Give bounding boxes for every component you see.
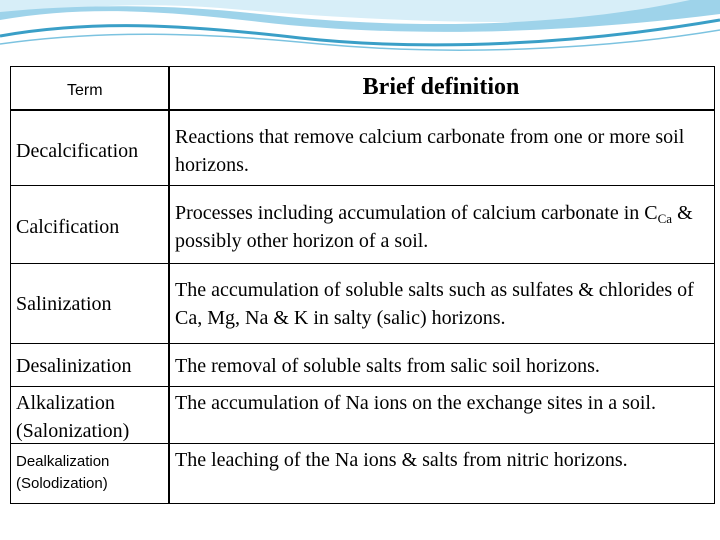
row-divider [11, 343, 714, 344]
definition-salinization: The accumulation of soluble salts such as sulfates & chlorides of Ca, Mg, Na & K in salty (salic) horizons. [175, 279, 694, 329]
term-salinization: Salinization [16, 293, 112, 315]
definition-decalcification: Reactions that remove calcium carbonate from one or more soil horizons. [175, 126, 685, 176]
term-dealkalization: Dealkalization (Solodization) [16, 453, 110, 492]
definitions-table [10, 66, 715, 504]
row-divider [11, 185, 714, 186]
header-wave-decoration [0, 0, 720, 60]
term-decalcification: Decalcification [16, 140, 139, 162]
term-alkalization: Alkalization (Salonization) [16, 392, 130, 442]
column-divider [168, 67, 170, 503]
definition-calcification [175, 199, 715, 255]
horizon-subscript: Ca [657, 211, 673, 226]
definition-desalinization: The removal of soluble salts from salic soil horizons. [175, 355, 600, 377]
row-divider [11, 109, 714, 111]
term-calcification: Calcification [16, 216, 120, 238]
term-desalinization: Desalinization [16, 355, 132, 377]
wave-line-thin [0, 30, 720, 50]
header-definition: Brief definition [362, 74, 520, 100]
header-term: Term [67, 82, 103, 99]
definition-alkalization: The accumulation of Na ions on the exchange sites in a soil. [175, 392, 656, 414]
definition-dealkalization: The leaching of the Na ions & salts from nitric horizons. [175, 449, 628, 471]
row-divider [11, 443, 714, 444]
definition-calcification-tail: & possibly other horizon of a soil. [175, 202, 693, 252]
definition-calcification-text: Processes including accumulation of calcium carbonate in C [175, 202, 658, 224]
row-divider [11, 386, 714, 387]
row-divider [11, 263, 714, 264]
